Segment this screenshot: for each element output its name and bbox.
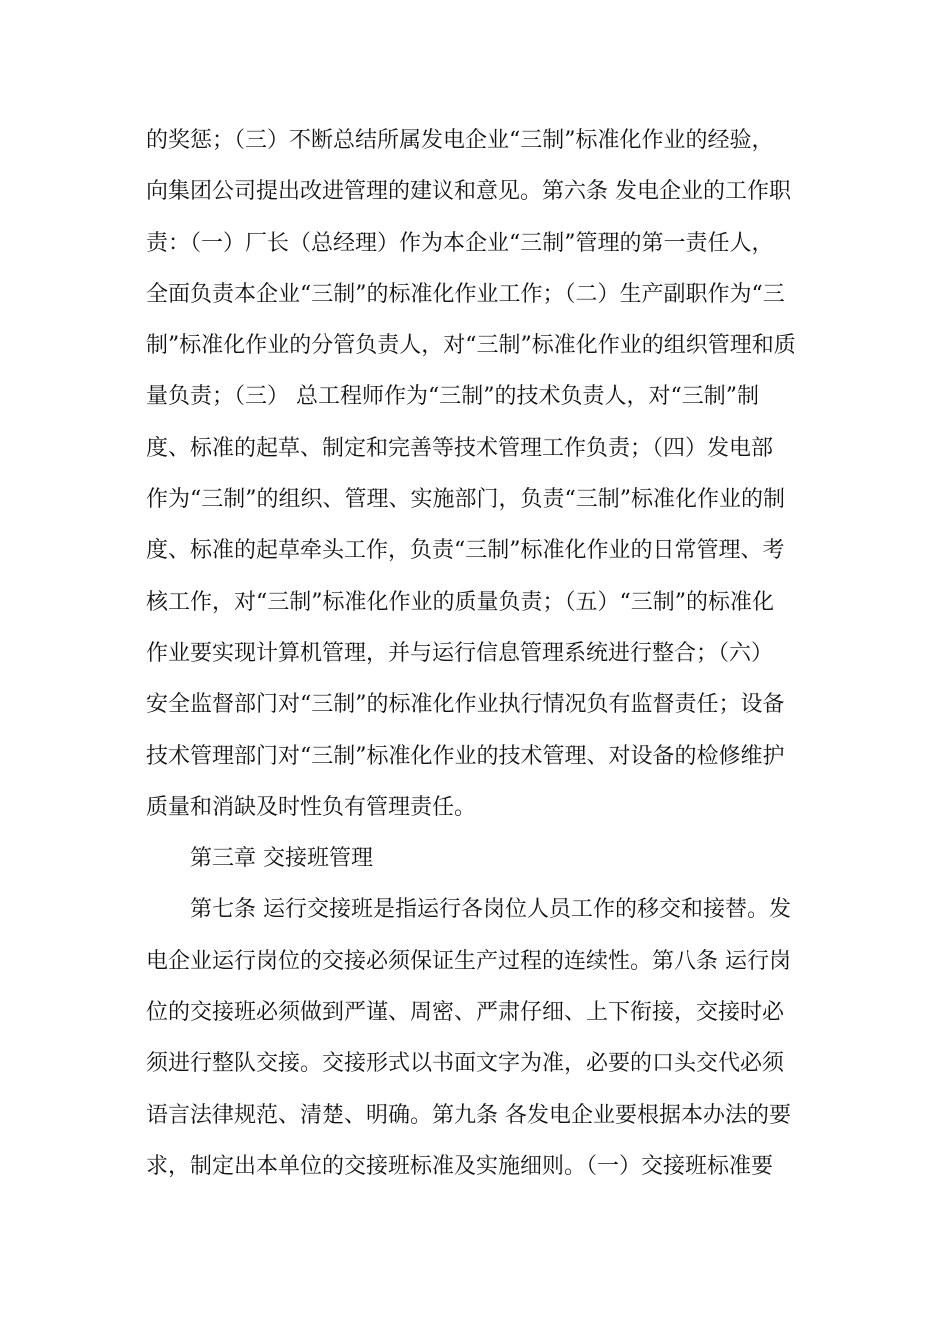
text-line: 位的交接班必须做到严谨、周密、严肃仔细、上下衔接，交接时必: [146, 1000, 785, 1026]
text-line: 须进行整队交接。交接形式以书面文字为准，必要的口头交代必须: [146, 1051, 785, 1077]
chapter-heading: 第三章 交接班管理: [190, 846, 373, 872]
text-line: 作为“三制”的组织、管理、实施部门，负责“三制”标准化作业的制: [146, 487, 785, 513]
text-line: 度、标准的起草、制定和完善等技术管理工作负责；（四）发电部: [146, 435, 774, 461]
text-line: 第七条 运行交接班是指运行各岗位人员工作的移交和接替。发: [190, 897, 791, 923]
text-line: 技术管理部门对“三制”标准化作业的技术管理、对设备的检修维护: [146, 743, 785, 769]
text-line: 质量和消缺及时性负有管理责任。: [146, 794, 477, 820]
text-line: 度、标准的起草牵头工作，负责“三制”标准化作业的日常管理、考: [146, 538, 785, 564]
text-line: 作业要实现计算机管理，并与运行信息管理系统进行整合；（六）: [146, 640, 774, 666]
text-line: 电企业运行岗位的交接必须保证生产过程的连续性。第八条 运行岗: [146, 948, 791, 974]
document-body-text: [146, 115, 806, 1192]
text-line: 核工作，对“三制”标准化作业的质量负责；（五）“三制”的标准化: [146, 589, 774, 615]
text-line: 的奖惩；（三）不断总结所属发电企业“三制”标准化作业的经验，: [146, 128, 774, 153]
text-line: 量负责；（三） 总工程师作为“三制”的技术负责人，对“三制”制: [146, 384, 759, 410]
text-line: 责：（一）厂长（总经理）作为本企业“三制”管理的第一责任人，: [146, 230, 774, 256]
text-line: 向集团公司提出改进管理的建议和意见。第六条 发电企业的工作职: [146, 179, 791, 205]
text-line: 全面负责本企业“三制”的标准化作业工作；（二）生产副职作为“三: [146, 281, 785, 307]
text-line: 制”标准化作业的分管负责人，对“三制”标准化作业的组织管理和质: [146, 333, 796, 359]
text-line: 安全监督部门对“三制”的标准化作业执行情况负有监督责任；设备: [146, 692, 785, 718]
text-line: 语言法律规范、清楚、明确。第九条 各发电企业要根据本办法的要: [146, 1102, 791, 1128]
text-line: 求，制定出本单位的交接班标准及实施细则。（一）交接班标准要: [146, 1153, 774, 1179]
